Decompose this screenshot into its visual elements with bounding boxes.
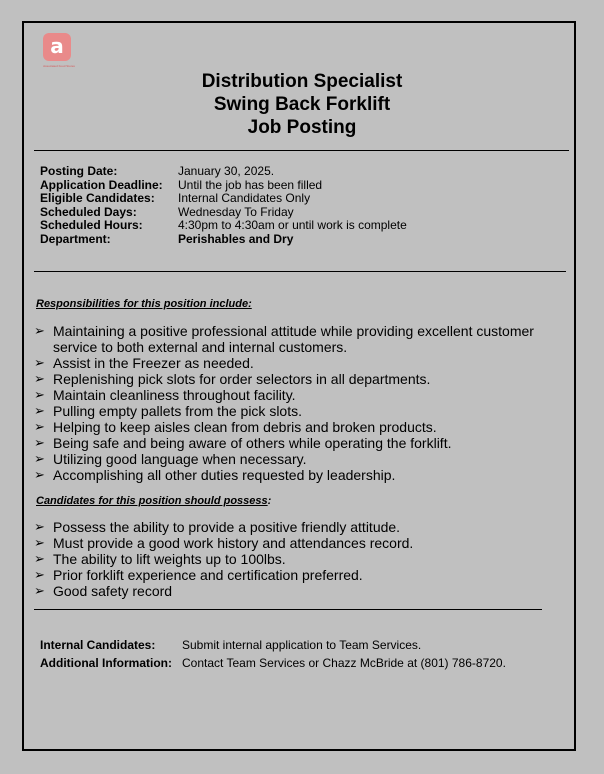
- title-line-1: Distribution Specialist: [201, 71, 403, 92]
- company-logo: [34, 33, 84, 73]
- list-item-text: Replenishing pick slots for order selectors in all departments.: [53, 371, 431, 387]
- list-item-text: Must provide a good work history and attendances record.: [53, 535, 414, 551]
- arrow-bullet-icon: ➢: [34, 583, 45, 598]
- info-label: Scheduled Days:: [40, 204, 137, 219]
- qualifications-list: [34, 519, 574, 599]
- list-item: [34, 551, 574, 567]
- list-item: [34, 323, 574, 355]
- info-value: January 30, 2025.: [178, 164, 275, 178]
- list-item-text: Good safety record: [53, 583, 173, 599]
- arrow-bullet-icon: ➢: [34, 403, 45, 418]
- arrow-bullet-icon: ➢: [34, 519, 45, 534]
- arrow-bullet-icon: ➢: [34, 387, 45, 402]
- arrow-bullet-icon: ➢: [34, 323, 45, 338]
- info-value: Wednesday To Friday: [178, 204, 294, 219]
- footer-row-additional-information: [40, 654, 506, 672]
- logo-caption: Associated Food Stores: [43, 64, 75, 68]
- list-item: [34, 371, 574, 387]
- list-item-text: The ability to lift weights up to 100lbs.: [53, 551, 286, 567]
- divider-bottom: [34, 609, 542, 610]
- info-row-scheduled-hours: [40, 219, 407, 233]
- title-line-2: Swing Back Forklift: [213, 94, 391, 115]
- list-item: [34, 387, 574, 403]
- list-item-text: Accomplishing all other duties requested by leadership.: [53, 467, 396, 483]
- list-item-text: Prior forklift experience and certification preferred.: [53, 567, 363, 583]
- footer-value: Submit internal application to Team Services.: [182, 638, 422, 652]
- logo-letter: a: [50, 34, 64, 58]
- arrow-bullet-icon: ➢: [34, 451, 45, 466]
- divider-info: [34, 271, 566, 272]
- responsibilities-heading-text: Responsibilities for this position include:: [36, 298, 252, 310]
- info-value: Until the job has been filled: [178, 177, 323, 192]
- list-item-text: Utilizing good language when necessary.: [53, 451, 307, 467]
- info-label: Eligible Candidates:: [40, 191, 155, 206]
- arrow-bullet-icon: ➢: [34, 371, 45, 386]
- arrow-bullet-icon: ➢: [34, 535, 45, 550]
- posting-info-table: [40, 165, 407, 247]
- list-item-text: Pulling empty pallets from the pick slots.: [53, 403, 302, 419]
- list-item-text: Maintain cleanliness throughout facility.: [53, 387, 296, 403]
- list-item: [34, 567, 574, 583]
- list-item: [34, 403, 574, 419]
- arrow-bullet-icon: ➢: [34, 467, 45, 482]
- footer-row-internal-candidates: [40, 636, 506, 654]
- responsibilities-heading: [36, 298, 252, 310]
- list-item: [34, 451, 574, 467]
- info-label: Department:: [40, 231, 111, 246]
- info-label: Application Deadline:: [40, 177, 163, 192]
- arrow-bullet-icon: ➢: [34, 567, 45, 582]
- info-row-scheduled-days: [40, 206, 407, 220]
- info-label: Scheduled Hours:: [40, 218, 143, 233]
- info-value: Perishables and Dry: [178, 231, 294, 246]
- title-line-3: Job Posting: [247, 117, 357, 138]
- logo-icon: [43, 33, 71, 61]
- qualifications-heading: [36, 495, 271, 507]
- info-label: Posting Date:: [40, 164, 118, 178]
- arrow-bullet-icon: ➢: [34, 419, 45, 434]
- list-item-text: Assist in the Freezer as needed.: [53, 355, 254, 371]
- list-item: [34, 535, 574, 551]
- footer-label: Internal Candidates:: [40, 638, 156, 652]
- arrow-bullet-icon: ➢: [34, 551, 45, 566]
- list-item-text: Being safe and being aware of others while operating the forklift.: [53, 435, 452, 451]
- footer-value: Contact Team Services or Chazz McBride at (801) 786-8720.: [182, 656, 506, 670]
- posting-title: [0, 70, 604, 139]
- info-value: 4:30pm to 4:30am or until work is complete: [178, 218, 407, 233]
- qualifications-heading-colon: :: [267, 495, 272, 507]
- info-value: Internal Candidates Only: [178, 191, 311, 206]
- info-row-application-deadline: [40, 179, 407, 193]
- contact-info-table: [40, 636, 506, 672]
- responsibilities-list: [34, 323, 574, 483]
- divider-top: [34, 150, 569, 151]
- list-item: [34, 519, 574, 535]
- arrow-bullet-icon: ➢: [34, 355, 45, 370]
- info-row-department: [40, 233, 407, 247]
- arrow-bullet-icon: ➢: [34, 435, 45, 450]
- list-item-text: Helping to keep aisles clean from debris and broken products.: [53, 419, 437, 435]
- list-item: [34, 355, 574, 371]
- info-row-eligible-candidates: [40, 192, 407, 206]
- list-item-text: Possess the ability to provide a positive friendly attitude.: [53, 519, 401, 535]
- list-item: [34, 583, 574, 599]
- qualifications-heading-text: Candidates for this position should possess: [36, 495, 268, 507]
- footer-label: Additional Information:: [40, 656, 172, 670]
- info-row-posting-date: [40, 165, 407, 179]
- list-item: [34, 419, 574, 435]
- list-item: [34, 435, 574, 451]
- list-item: [34, 467, 574, 483]
- list-item-text: Maintaining a positive professional attitude while providing excellent customer service to both external and internal customers.: [53, 323, 534, 355]
